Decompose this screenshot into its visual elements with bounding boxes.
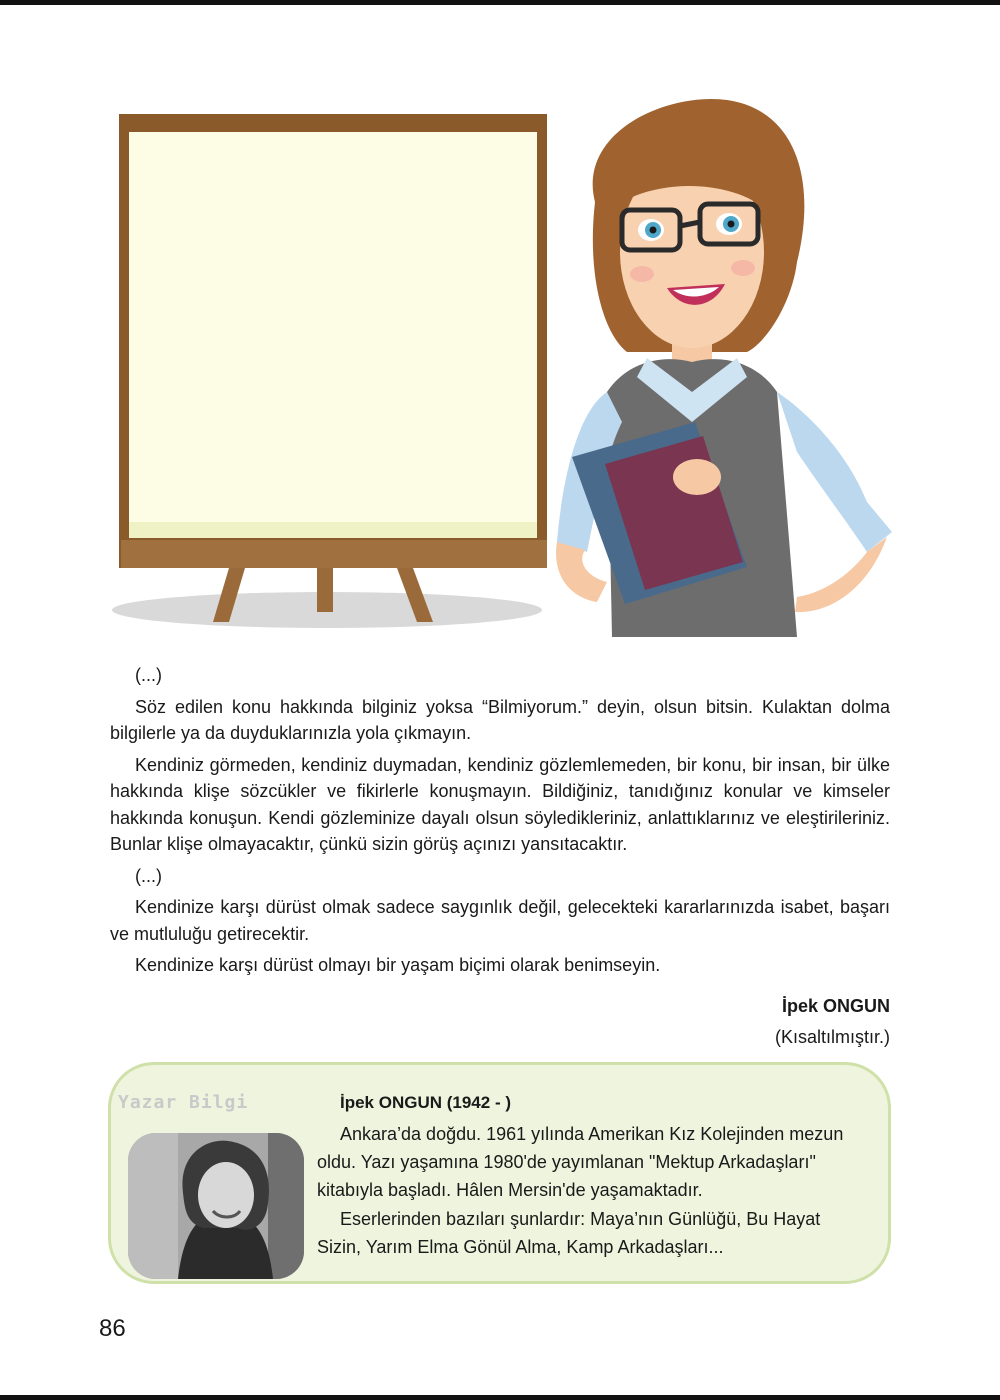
- bio-text: [317, 1120, 857, 1262]
- abridged-note: (Kısaltılmıştır.): [774, 1027, 890, 1047]
- board-surface-edge: [129, 522, 537, 538]
- board-bottom-rail: [121, 540, 547, 568]
- easel-leg-middle: [317, 568, 333, 612]
- teacher-with-easel-image: [107, 92, 900, 637]
- author-photo: [128, 1133, 304, 1279]
- paragraph-3: Kendinize karşı dürüst olmak sadece saygınlık değil, gelecekteki kararlarınızda isabet, başarı ve mutluluğu getirecektir.: [110, 897, 890, 944]
- author-name: İpek ONGUN: [781, 996, 890, 1016]
- board-surface: [129, 132, 537, 538]
- teacher-illustration: [107, 92, 900, 637]
- bio-title: İpek ONGUN (1942 - ): [340, 1093, 511, 1112]
- bio-paragraph-1: Ankara’da doğdu. 1961 yılında Amerikan Kız Kolejinden mezun oldu. Yazı yaşamına 1980'de yayımlanan "Mektup Arkadaşları" kitabıyla başladı. Hâlen Mersin'de yaşamaktadır.: [317, 1124, 844, 1200]
- teacher-figure: [556, 99, 892, 637]
- paragraph-1: Söz edilen konu hakkında bilginiz yoksa “Bilmiyorum.” deyin, olsun bitsin. Kulaktan dolma bilgilerle ya da duyduklarınızla yola çıkmayın.: [110, 696, 890, 743]
- bio-paragraph-2: Eserlerinden bazıları şunlardır: Maya’nın Günlüğü, Bu Hayat Sizin, Yarım Elma Gönül Alma, Kamp Arkadaşları...: [317, 1209, 821, 1257]
- ellipsis-2: (...): [135, 865, 162, 886]
- page-number: 86: [99, 1315, 126, 1342]
- author-portrait-image: [128, 1133, 304, 1279]
- top-border: [0, 0, 1000, 5]
- article-body: [110, 662, 890, 984]
- paragraph-4: Kendinize karşı dürüst olmayı bir yaşam biçimi olarak benimseyin.: [135, 955, 661, 975]
- bio-label: Yazar Bilgi: [118, 1092, 249, 1113]
- paragraph-2: Kendiniz görmeden, kendiniz duymadan, kendiniz gözlemlemeden, bir konu, bir insan, bir ülke hakkında klişe sözcükler ve fikirlerle konuşmayın. Bildiğiniz, tanıdığınız konular ve kimseler hakkında konuşun. Kendi gözleminize dayalı olsun söyledikleriniz, anlattıklarınız ve eleştirileriniz. Bunlar klişe olmayacaktır, çünkü sizin görüş açınızı yansıtacaktır.: [110, 754, 890, 854]
- ellipsis-1: (...): [135, 665, 162, 685]
- bottom-border: [0, 1395, 1000, 1400]
